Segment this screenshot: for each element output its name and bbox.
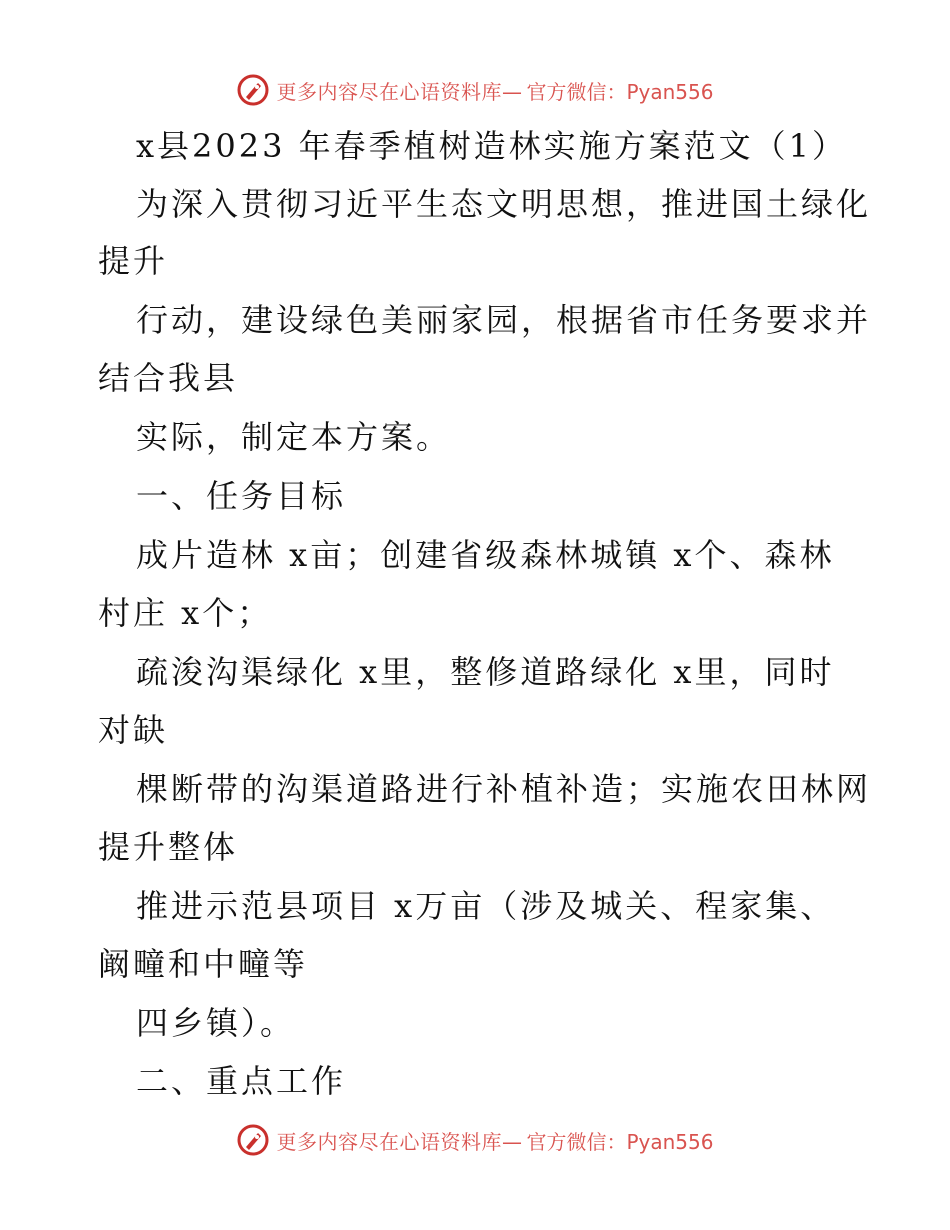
section-heading-2: 二、重点工作 [136,1062,347,1100]
paragraph-line: 实际，制定本方案。 [136,418,452,456]
section-heading-1: 一、任务目标 [136,477,347,515]
pen-nib-seal-icon [236,73,270,107]
watermark-text: 更多内容尽在心语资料库— [276,1129,523,1154]
paragraph-line: 提升整体 [98,828,239,866]
paragraph-line: 四乡镇）。 [136,1004,296,1042]
paragraph-line: 阚疃和中疃等 [98,945,309,983]
paragraph-line: 结合我县 [98,359,239,397]
paragraph-line: 提升 [98,242,169,280]
paragraph-line: 成片造林 x亩；创建省级森林城镇 x个、森林 [136,536,835,574]
footer-watermark [0,1120,950,1160]
paragraph-line: 棵断带的沟渠道路进行补植补造；实施农田林网 [136,770,872,808]
paragraph-line: 村庄 x个； [98,594,273,632]
watermark-text: 更多内容尽在心语资料库— [276,79,523,104]
watermark-contact: 官方微信：Pyan556 [526,79,714,104]
document-title: x县2023 年春季植树造林实施方案范文（1） [136,127,848,165]
paragraph-line: 行动，建设绿色美丽家园，根据省市任务要求并 [136,301,872,339]
paragraph-line: 推进示范县项目 x万亩（涉及城关、程家集、 [136,887,836,925]
watermark-contact: 官方微信：Pyan556 [526,1129,714,1154]
paragraph-line: 疏浚沟渠绿化 x里，整修道路绿化 x里，同时 [136,653,835,691]
paragraph-line: 为深入贯彻习近平生态文明思想，推进国土绿化 [136,185,872,223]
pen-nib-seal-icon [236,1123,270,1157]
paragraph-line: 对缺 [98,711,169,749]
header-watermark [0,70,950,110]
